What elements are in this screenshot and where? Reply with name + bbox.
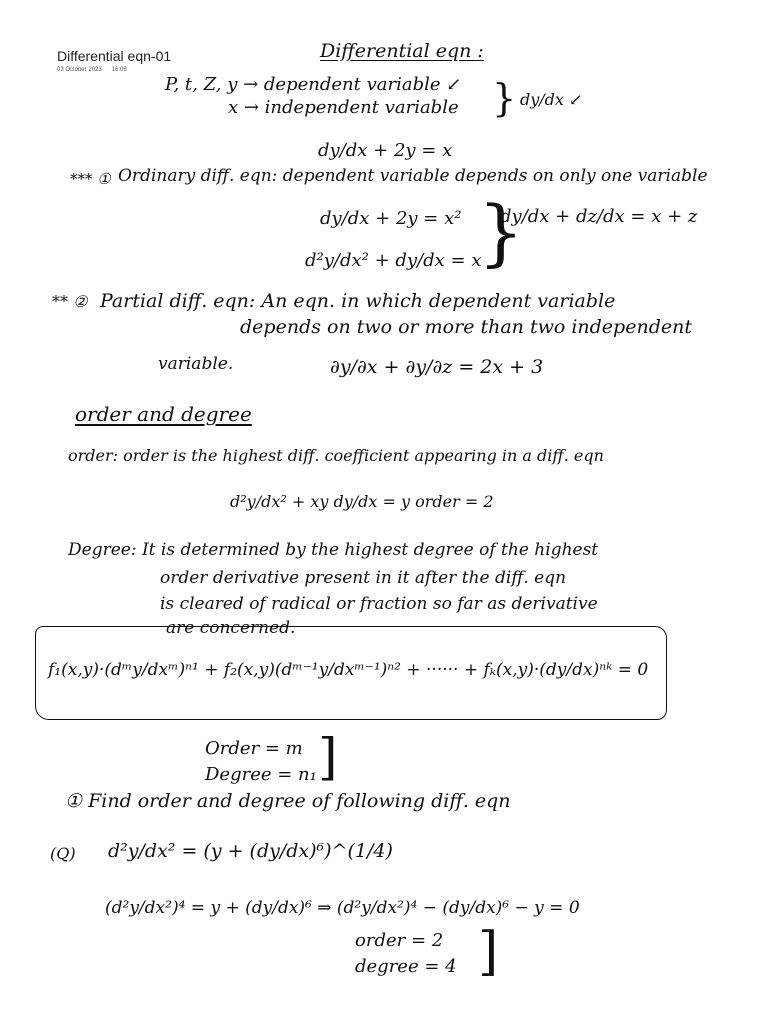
order-definition: order: order is the highest diff. coefficient appearing in a diff. eqn <box>68 446 604 465</box>
pde-marker: ** ② <box>52 292 88 311</box>
ode-examples-brace: } <box>478 190 524 274</box>
ode-definition: Ordinary diff. eqn: dependent variable depends on only one variable <box>118 166 708 186</box>
answer-brace: ] <box>478 922 499 982</box>
ode-example-1: dy/dx + 2y = x² <box>320 208 462 229</box>
dependent-variables-line: P, t, Z, y → dependent variable ↙ <box>165 74 462 95</box>
note-title: Differential eqn-01 <box>57 48 172 64</box>
note-time: 16:08 <box>111 67 127 73</box>
order-equals-m: Order = m <box>205 738 303 759</box>
note-date: 03 October 2023 <box>57 67 102 73</box>
variables-brace: } <box>492 76 517 120</box>
note-timestamp <box>57 67 127 73</box>
example-equation-1: dy/dx + 2y = x <box>318 140 453 161</box>
degree-equals-n1: Degree = n₁ <box>205 764 317 785</box>
ode-example-2: d²y/dx² + dy/dx = x <box>305 250 482 271</box>
general-form-equation: f₁(x,y)·(dᵐy/dxᵐ)ⁿ¹ + f₂(x,y)(dᵐ⁻¹y/dxᵐ⁻¹)ⁿ² + ······ + fₖ(x,y)·(dy/dx)ⁿᵏ = 0 <box>48 660 649 680</box>
degree-definition-1: Degree: It is determined by the highest degree of the highest <box>68 540 599 560</box>
independent-variable-line: x → independent variable <box>228 97 459 118</box>
heading-differential-eqn: Differential eqn : <box>320 40 484 62</box>
order-degree-heading: order and degree <box>75 402 252 426</box>
question-1-equation: d²y/dx² = (y + (dy/dx)⁶)^(1/4) <box>108 840 393 862</box>
degree-definition-3: is cleared of radical or fraction so far as derivative <box>160 594 598 614</box>
ode-marker: *** ① <box>70 170 111 188</box>
pde-definition-1: Partial diff. eqn: An eqn. in which dependent variable <box>100 290 616 312</box>
pde-definition-2: depends on two or more than two independent <box>240 316 692 338</box>
degree-definition-4: are concerned. <box>166 618 296 638</box>
order-degree-brace: ] <box>318 728 338 786</box>
question-1-step: (d²y/dx²)⁴ = y + (dy/dx)⁶ ⇒ (d²y/dx²)⁴ − (dy/dx)⁶ − y = 0 <box>105 898 580 918</box>
degree-definition-2: order derivative present in it after the diff. eqn <box>160 568 567 588</box>
order-example: d²y/dx² + xy dy/dx = y order = 2 <box>230 492 494 511</box>
question-1: ① Find order and degree of following diff. eqn <box>65 790 511 812</box>
ode-example-3: dy/dx + dz/dx = x + z <box>500 206 698 227</box>
pde-definition-3: variable. <box>158 354 234 374</box>
pde-example: ∂y/∂x + ∂y/∂z = 2x + 3 <box>330 356 544 378</box>
question-1-degree: degree = 4 <box>355 956 457 977</box>
question-1-order: order = 2 <box>355 930 444 951</box>
dydx-note: dy/dx ↙ <box>520 90 583 109</box>
question-1-label: (Q) <box>50 844 76 863</box>
